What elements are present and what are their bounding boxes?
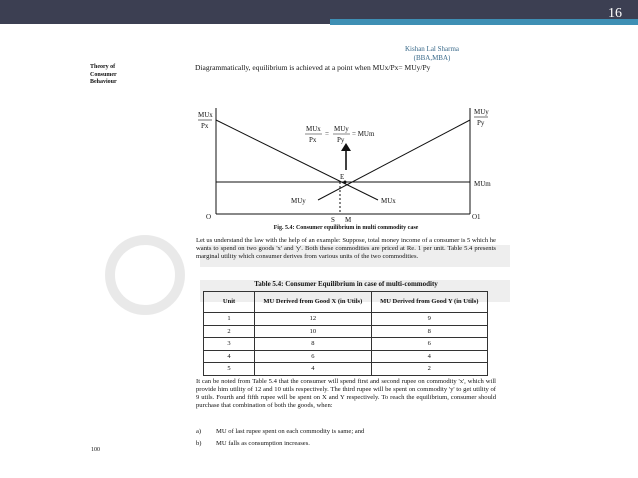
- table-row: [204, 338, 488, 351]
- example-paragraph: Let us understand the law with the help of an example: Suppose, total money income of a consumer is 5 which he wants to spend on two goods 'x' and 'y'. Both these commodities are priced at Re. 1 per unit. Table 5.4 presents marginal utility which consumer derives from various units of the two commodities.: [196, 237, 496, 260]
- origin-o-label: O: [206, 213, 212, 221]
- table-row: [204, 313, 488, 326]
- table-header-row: [204, 292, 488, 313]
- side-label-line-2: Consumer: [90, 71, 117, 78]
- table-cell: 3: [204, 338, 255, 351]
- header-unit: Unit: [204, 292, 255, 313]
- author-degree: (BBA,MBA): [413, 54, 451, 62]
- analysis-paragraph: It can be noted from Table 5.4 that the consumer will spend first and second rupee on commodity 'x', which will provide him utility of 12 and 10 utils respectively. The third rupee will be spent on commodity 'y' to get utility of 9 utils. Fourth and fifth rupee will be spent on X and Y respectively. To reach the equilibrium, consumer should purchase that combination of both the goods, when:: [196, 378, 496, 409]
- condition-b-marker: b): [196, 440, 202, 447]
- intro-sentence: Diagrammatically, equilibrium is achieved at a point when MUx/Px= MUy/Py: [195, 63, 431, 72]
- table-cell: 5: [204, 363, 255, 376]
- eq-py: Py: [337, 136, 345, 144]
- eq-muy: MUy: [334, 125, 349, 133]
- side-label-line-1: Theory of: [90, 64, 116, 70]
- eq-mum: = MUm: [352, 130, 375, 138]
- tick-s-label: S: [331, 216, 335, 224]
- table-cell: 6: [255, 350, 371, 363]
- table-cell: 4: [371, 350, 487, 363]
- table-cell: 2: [204, 325, 255, 338]
- side-label-line-3: Behaviour: [90, 79, 117, 85]
- author-name: Kishan Lal Sharma: [404, 45, 460, 53]
- table-cell: 6: [371, 338, 487, 351]
- mum-label: MUm: [474, 180, 491, 188]
- table-cell: 4: [204, 350, 255, 363]
- condition-a: [196, 428, 364, 435]
- left-mux-label: MUx: [198, 111, 213, 119]
- eq-px: Px: [309, 136, 317, 144]
- condition-b-text: MU falls as consumption increases.: [216, 440, 310, 447]
- arrow-head-icon: [341, 143, 351, 151]
- table-cell: 10: [255, 325, 371, 338]
- table-cell: 12: [255, 313, 371, 326]
- header-good-x: MU Derived from Good X (in Utils): [255, 292, 371, 313]
- table-cell: 8: [255, 338, 371, 351]
- right-py-label: Py: [477, 119, 485, 127]
- condition-b: [196, 440, 310, 447]
- table-row: [204, 350, 488, 363]
- right-muy-label: MUy: [474, 108, 489, 116]
- table-title: Table 5.4: Consumer Equilibrium in case of multi-commodity: [254, 280, 438, 288]
- table-cell: 2: [371, 363, 487, 376]
- utility-table: [203, 291, 488, 376]
- point-e-label: E: [340, 173, 345, 181]
- table-row: [204, 363, 488, 376]
- table-cell: 4: [255, 363, 371, 376]
- table-cell: 1: [204, 313, 255, 326]
- eq-mux: MUx: [306, 125, 321, 133]
- svg-text:=: =: [325, 130, 329, 138]
- condition-a-marker: a): [196, 428, 202, 435]
- tick-m-label: M: [345, 216, 352, 224]
- curve-mux-label: MUx: [381, 197, 396, 205]
- page-number: 100: [91, 447, 100, 453]
- table-row: [204, 325, 488, 338]
- table-cell: 8: [371, 325, 487, 338]
- left-px-label: Px: [201, 122, 209, 130]
- curve-muy-label: MUy: [291, 197, 306, 205]
- table-cell: 9: [371, 313, 487, 326]
- slide-number: 16: [608, 6, 622, 21]
- figure-caption: Fig. 5.4: Consumer equilibrium in multi commodity case: [273, 225, 419, 231]
- condition-a-text: MU of last rupee spent on each commodity is same; and: [216, 428, 365, 435]
- origin-o1-label: O1: [472, 213, 481, 221]
- header-good-y: MU Derived from Good Y (in Utils): [371, 292, 487, 313]
